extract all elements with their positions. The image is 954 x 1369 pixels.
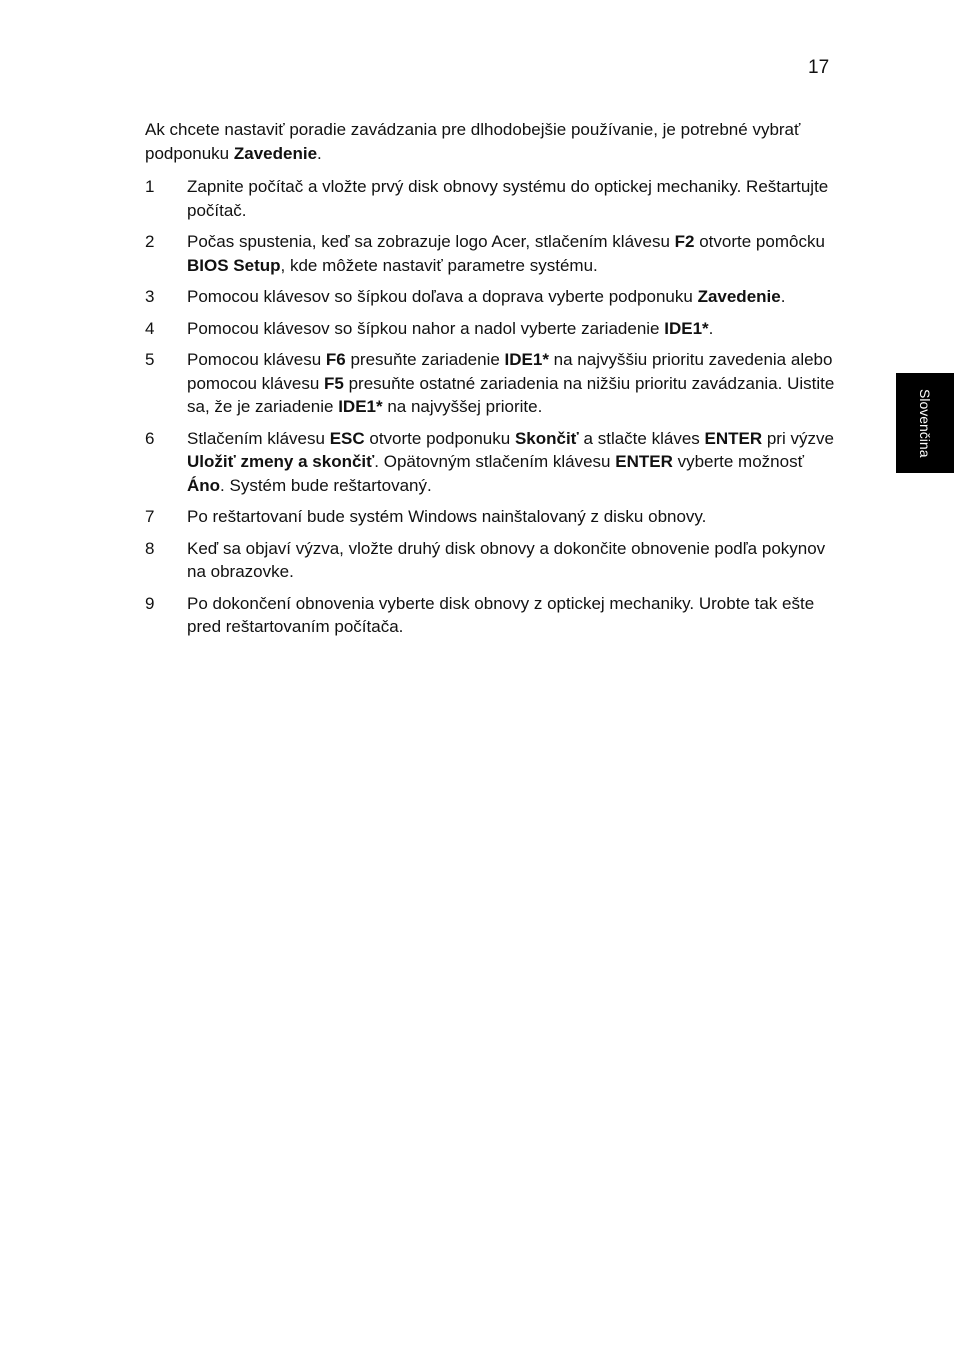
step-number: 5 (145, 350, 155, 369)
bold-term: F6 (325, 350, 346, 369)
step-number: 2 (145, 232, 155, 251)
bold-term: Áno (187, 475, 221, 495)
text-run: . (780, 287, 786, 306)
step-text (187, 175, 835, 222)
intro-text: Ak chcete nastaviť poradie zavádzania pre dlhodobejšie používanie, je potrebné vybrať podponuku (145, 120, 801, 163)
text-run: Pomocou klávesov so šípkou nahor a nadol vyberte zariadenie (187, 318, 665, 338)
step-text (187, 285, 835, 309)
text-run: otvorte podponuku (364, 428, 515, 448)
text-run: . Systém bude reštartovaný. (220, 475, 432, 495)
text-run: a stlačte kláves (578, 428, 705, 448)
step-number: 4 (145, 318, 155, 338)
list-item (145, 175, 835, 222)
text-run: Stlačením klávesu (187, 428, 330, 448)
bold-term: ENTER (704, 428, 763, 448)
step-number: 3 (145, 287, 155, 306)
bold-term: BIOS Setup (187, 255, 281, 275)
text-run: na najvyššej priorite. (382, 397, 543, 416)
bold-term: IDE1* (504, 350, 549, 369)
step-list (145, 175, 835, 639)
list-item (145, 592, 835, 639)
step-number: 7 (145, 507, 155, 526)
text-run: Počas spustenia, keď sa zobrazuje logo Acer, stlačením klávesu (187, 232, 675, 251)
bold-term: Zavedenie (697, 287, 781, 306)
step-text (187, 592, 835, 639)
language-label: Slovenčina (917, 388, 933, 458)
text-run: Po reštartovaní bude systém Windows nainštalovaný z disku obnovy. (187, 507, 707, 526)
text-run: otvorte pomôcku (694, 232, 825, 251)
intro-end: . (317, 143, 322, 163)
text-run: pri výzve (762, 428, 834, 448)
step-number: 6 (145, 428, 155, 448)
text-run: Zapnite počítač a vložte prvý disk obnovy systému do optickej mechaniky. Reštartujte počítač. (187, 177, 829, 220)
text-run: na najvyššiu prioritu zavedenia alebo pomocou klávesu (187, 350, 833, 393)
text-run: Keď sa objaví výzva, vložte druhý disk obnovy a dokončite obnovenie podľa pokynov na obrazovke. (187, 538, 826, 581)
document-body (145, 118, 835, 647)
step-text (187, 537, 835, 584)
page-number: 17 (808, 57, 830, 78)
bold-term: ENTER (615, 452, 673, 471)
list-item (145, 348, 835, 419)
text-run: presuňte zariadenie (345, 350, 505, 369)
step-text (187, 317, 835, 341)
text-run: , kde môžete nastaviť parametre systému. (280, 255, 598, 275)
step-text (187, 505, 835, 529)
bold-term: IDE1* (338, 397, 383, 416)
step-number: 9 (145, 593, 155, 613)
bold-term: Uložiť zmeny a skončiť (187, 452, 375, 471)
bold-term: IDE1* (664, 318, 709, 338)
text-run: Pomocou klávesov so šípkou doľava a doprava vyberte podponuku (187, 287, 698, 306)
step-number: 8 (145, 538, 155, 558)
language-side-tab (896, 373, 954, 473)
text-run: Pomocou klávesu (187, 350, 326, 369)
intro-paragraph (145, 118, 835, 165)
list-item (145, 505, 835, 529)
list-item (145, 537, 835, 584)
text-run: . (708, 318, 714, 338)
step-text (187, 348, 835, 419)
bold-term: F5 (324, 373, 344, 393)
step-text (187, 230, 835, 277)
text-run: presuňte ostatné zariadenia na nižšiu prioritu zavádzania. Uistite sa, že je zariadenie (187, 373, 835, 416)
text-run: Po dokončení obnovenia vyberte disk obnovy z optickej mechaniky. Urobte tak ešte pred reštartovaním počítača. (187, 593, 815, 636)
bold-term: F2 (674, 232, 695, 251)
text-run: . Opätovným stlačením klávesu (374, 452, 616, 471)
list-item (145, 317, 835, 341)
text-run: vyberte možnosť (672, 452, 804, 471)
list-item (145, 230, 835, 277)
step-number: 1 (145, 177, 155, 196)
list-item (145, 285, 835, 309)
bold-term: Skončiť (514, 428, 579, 448)
step-text (187, 427, 835, 498)
bold-term: ESC (329, 428, 365, 448)
list-item (145, 427, 835, 498)
intro-bold-term: Zavedenie (233, 143, 318, 163)
